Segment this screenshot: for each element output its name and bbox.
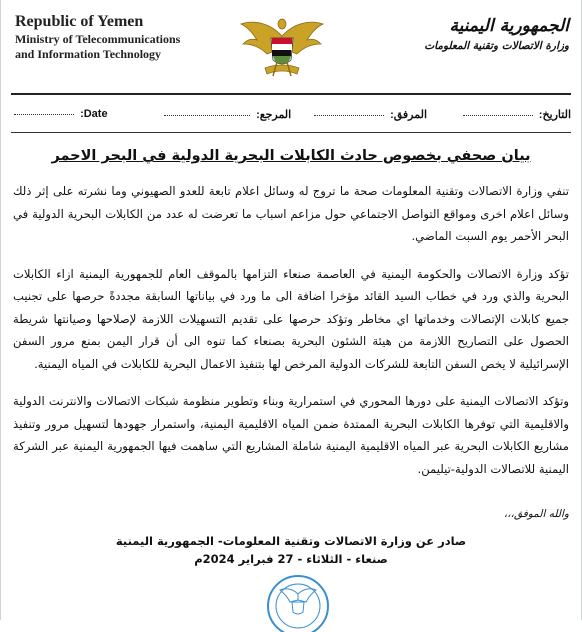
header-divider	[11, 93, 571, 95]
place-and-date: صنعاء - الثلاثاء - 27 فبراير 2024م	[194, 552, 388, 566]
date-label-english: Date:	[80, 108, 108, 120]
issuer-block	[1, 532, 581, 568]
date-field-arabic	[460, 108, 571, 121]
english-letterhead	[15, 12, 215, 62]
attachment-field	[311, 108, 427, 121]
issued-by: صادر عن وزارة الاتصالات وتقنية المعلومات- الجمهورية اليمنية	[115, 534, 467, 548]
reference-field	[161, 108, 291, 121]
ministry-stamp-icon	[263, 572, 333, 632]
english-ministry-line1: Ministry of Telecommunications	[15, 32, 181, 46]
date-label-arabic: التاريخ:	[538, 109, 571, 121]
english-country-name: Republic of Yemen	[15, 13, 144, 30]
statement-body	[13, 180, 569, 495]
paragraph-1: تنفي وزارة الاتصالات وتقنية المعلومات صحة ما تروج له وسائل اعلام تابعة للعدو الصهيوني وما نشرته على إثر ذلك وسائل اعلام اخرى ومواقع التواصل الاجتماعي حول مزاعم اسباب ما تعرضت له عدد من الكابلات البحرية الدولية في البحر الأحمر يوم السبت الماضي.	[13, 184, 569, 243]
reference-row	[11, 104, 571, 128]
english-ministry-line2: and Information Technology	[15, 47, 162, 61]
yemen-eagle-emblem-icon	[239, 14, 325, 84]
paragraph-3: وتؤكد الاتصالات اليمنية على دورها المحوري في استمرارية وبناء وتطوير منظومة شبكات الاتصالات والانترنت الدولية والاقليمية التي توفرها الكابلات البحرية الممتدة ضمن المياه الاقليمية اليمنية، واستمرار جهودها لتسهيل مرور وتنفيذ مشاريع الكابلات البحرية عبر المياه الاقليمية اليمنية شاملة المشاريع التي ساهمت فيها الجمهورية اليمنية عبر الشركة اليمنية للاتصالات الدولية-تيليمن.	[13, 394, 569, 476]
reference-label: المرجع:	[256, 109, 292, 121]
arabic-country-name: الجمهورية اليمنية	[449, 16, 569, 36]
attachment-label: المرفق:	[390, 109, 427, 121]
statement-title: بيان صحفي بخصوص حادث الكابلات البحرية الدولية في البحر الاحمر	[51, 148, 531, 164]
closing-phrase: والله الموفق،،،	[503, 508, 569, 520]
date-field-english	[11, 108, 108, 120]
arabic-ministry-name: وزارة الاتصالات وتقنية المعلومات	[424, 40, 569, 52]
arabic-letterhead	[399, 14, 569, 54]
paragraph-2: تؤكد وزارة الاتصالات والحكومة اليمنية في العاصمة صنعاء التزامها بالموقف العام للجمهورية اليمنية ازاء الكابلات البحرية والذي ورد في خطاب السيد القائد مؤخرا اضافة الى ما ورد في بياناتها السابقة مجددةً حرصها على تجنيب جميع كابلات الإتصالات وخدماتها اي مخاطر وتؤكد حرصها على تقديم التسهيلات اللازمة لإصلاحها وصيانتها شريطة الحصول على التصاريح اللازمة من هيئة الشئون البحرية بصنعاء كما تنوه الى أن قرار اليمن بمنع مرور السفن الإسرائيلية لا يخص السفن التابعة للشركات الدولية المرخص لها بتنفيذ الاعمال البحرية للكابلات في المياه اليمنية.	[13, 266, 569, 371]
reference-divider	[11, 132, 571, 133]
